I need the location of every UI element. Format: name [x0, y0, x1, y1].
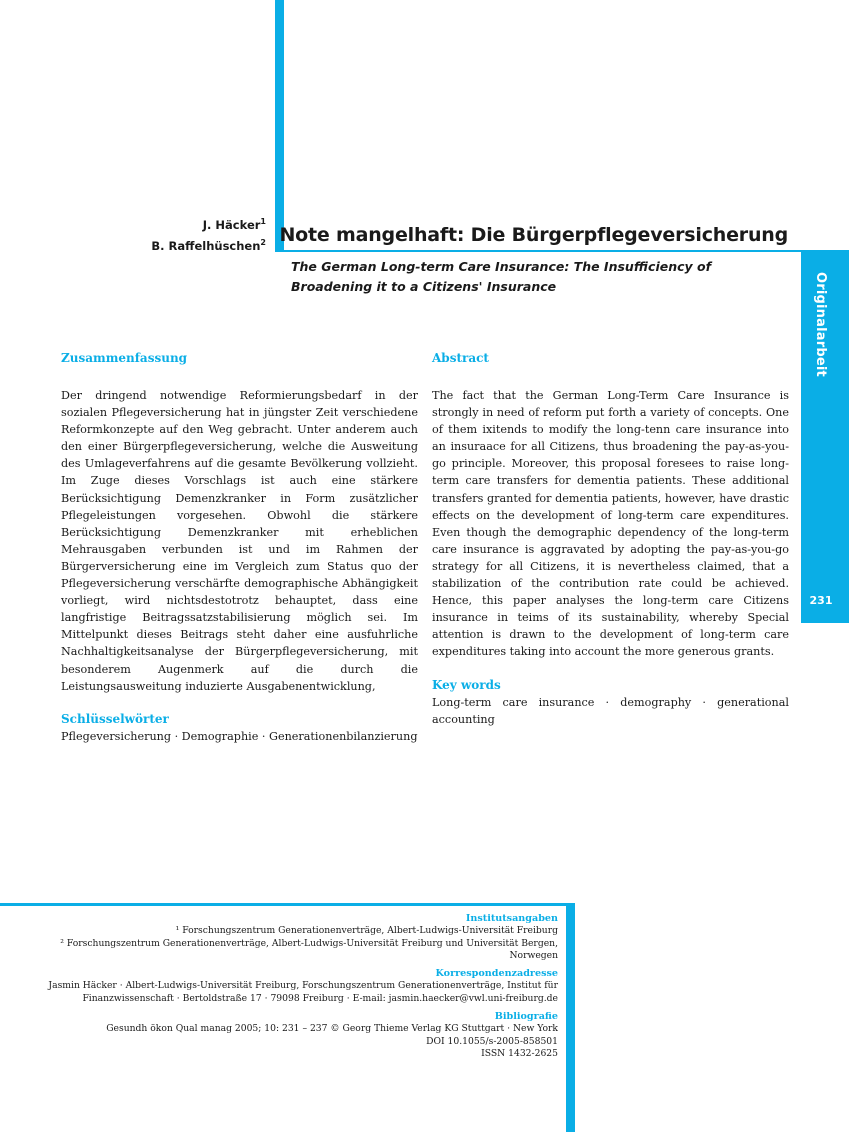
- bibliography-heading: Bibliografie: [494, 1011, 558, 1023]
- zusammenfassung-heading: Zusammenfassung: [61, 351, 188, 365]
- abstract-text: The fact that the German Long-Term Care Insurance is strongly in need of reform put forth a variety of concepts. One of them ixitends to modify the long-tenn care insurance into an insuraace for all Citizens, thus broadening the pay-as-you-go principle. Moreover, this proposal foresees to raise long-term care transfers for dementia patients. These additional transfers granted for dementia patients, however, have drastic effects on the development of long-term care expenditures. Even though the demographic dependency of the long-term care insurance is aggravated by adopting the pay-as-you-go strategy for all Citizens, it is nevertheless claimed, that a stabilization of the contribution rate could be achieved. Hence, this paper analyses the long-term care Citizens insurance in teims of its sustainability, whereby Special attention is drawn to the development of long-term care expenditures taking into account the more generous grants.: [432, 389, 789, 659]
- institute-heading: Institutsangaben: [465, 913, 558, 924]
- decorative-vertical-bar: [275, 0, 284, 250]
- schluesselwoerter-heading: Schlüsselwörter: [61, 711, 169, 726]
- institute-affiliation: ¹ Forschungszentrum Generationenverträge, Albert-Ludwigs-Universität Freiburg: [175, 925, 558, 937]
- abstract-heading: Abstract: [432, 351, 489, 365]
- article-info: [18, 913, 558, 1060]
- title-underline-bar: [275, 250, 802, 252]
- page-number: 231: [809, 594, 833, 607]
- schluesselwoerter-text: Pflegeversicherung · Demographie · Generationenbilanzierung: [61, 729, 418, 743]
- info-box-top-bar: [0, 903, 575, 906]
- author-name: J. Häcker: [202, 217, 261, 232]
- keywords-heading: Key words: [432, 677, 501, 692]
- english-abstract-column: [432, 350, 789, 728]
- bibliography-citation: Gesundh ökon Qual manag 2005; 10: 231 – 237 © Georg Thieme Verlag KG Stuttgart · New York: [106, 1023, 558, 1035]
- institute-affiliation: ² Forschungszentrum Generationenverträge, Albert-Ludwigs-Universität Freiburg und Universität Bergen, Norwegen: [60, 937, 558, 961]
- paper-subtitle: The German Long-term Care Insurance: The Insufficiency of Broadening it to a Citizens' Insurance: [291, 259, 712, 294]
- german-summary-column: [61, 350, 418, 745]
- paper-title: Note mangelhaft: Die Bürgerpflegeversicherung: [279, 224, 788, 246]
- author-name: B. Raffelhüschen: [151, 238, 261, 253]
- author: [151, 234, 266, 255]
- article-type-label: Originalarbeit: [813, 272, 828, 377]
- author: [151, 213, 266, 234]
- zusammenfassung-text: Der dringend notwendige Reformierungsbedarf in der sozialen Pflegeversicherung hat in jüngster Zeit verschiedene Reformkonzepte auf den Weg gebracht. Unter anderem auch den einer Bürgerpflegeversicherung, welche die Ausweitung des Umlageverfahrens auf die gesamte Bevölkerung vollzieht. Im Zuge dieses Vorschlags ist auch eine stärkere Berücksichtigung Demenzkranker in Form zusätzlicher Pflegeleistungen vorgesehen. Obwohl die stärkere Berücksichtigung Demenzkranker mit erheblichen Mehrausgaben verbunden ist und im Rahmen der Bürgerversicherung eine im Vergleich zum Status quo der Pflegeversicherung verschärfte demographische Abhängigkeit vorliegt, wird nichtsdestotrotz behauptet, dass eine langfristige Beitragssatzstabilisierung möglich sei. Im Mittelpunkt dieses Beitrags steht daher eine ausfuhrliche Nachhaltigkeitsanalyse der Bürgerpflegeversicherung, mit besonderem Augenmerk auf die durch die Leistungsausweitung induzierte Ausgabenentwicklung,: [61, 389, 418, 693]
- correspondence-heading: Korrespondenzadresse: [435, 968, 558, 980]
- author-affiliation-mark: 2: [260, 237, 266, 247]
- author-affiliation-mark: 1: [260, 217, 266, 226]
- bibliography-issn: ISSN 1432-2625: [481, 1047, 558, 1059]
- author-list: [151, 213, 266, 255]
- keywords-text: Long-term care insurance · demography · generational accounting: [432, 695, 789, 726]
- info-box-side-bar: [566, 903, 575, 1132]
- bibliography-doi: DOI 10.1055/s-2005-858501: [426, 1035, 558, 1047]
- correspondence-address: Jasmin Häcker · Albert-Ludwigs-Universität Freiburg, Forschungszentrum Generationenverträge, Institut für Finanzwissenschaft · Bertoldstraße 17 · 79098 Freiburg · E-mail: jasmin.haecker@vwl.uni-freiburg.de: [48, 980, 558, 1004]
